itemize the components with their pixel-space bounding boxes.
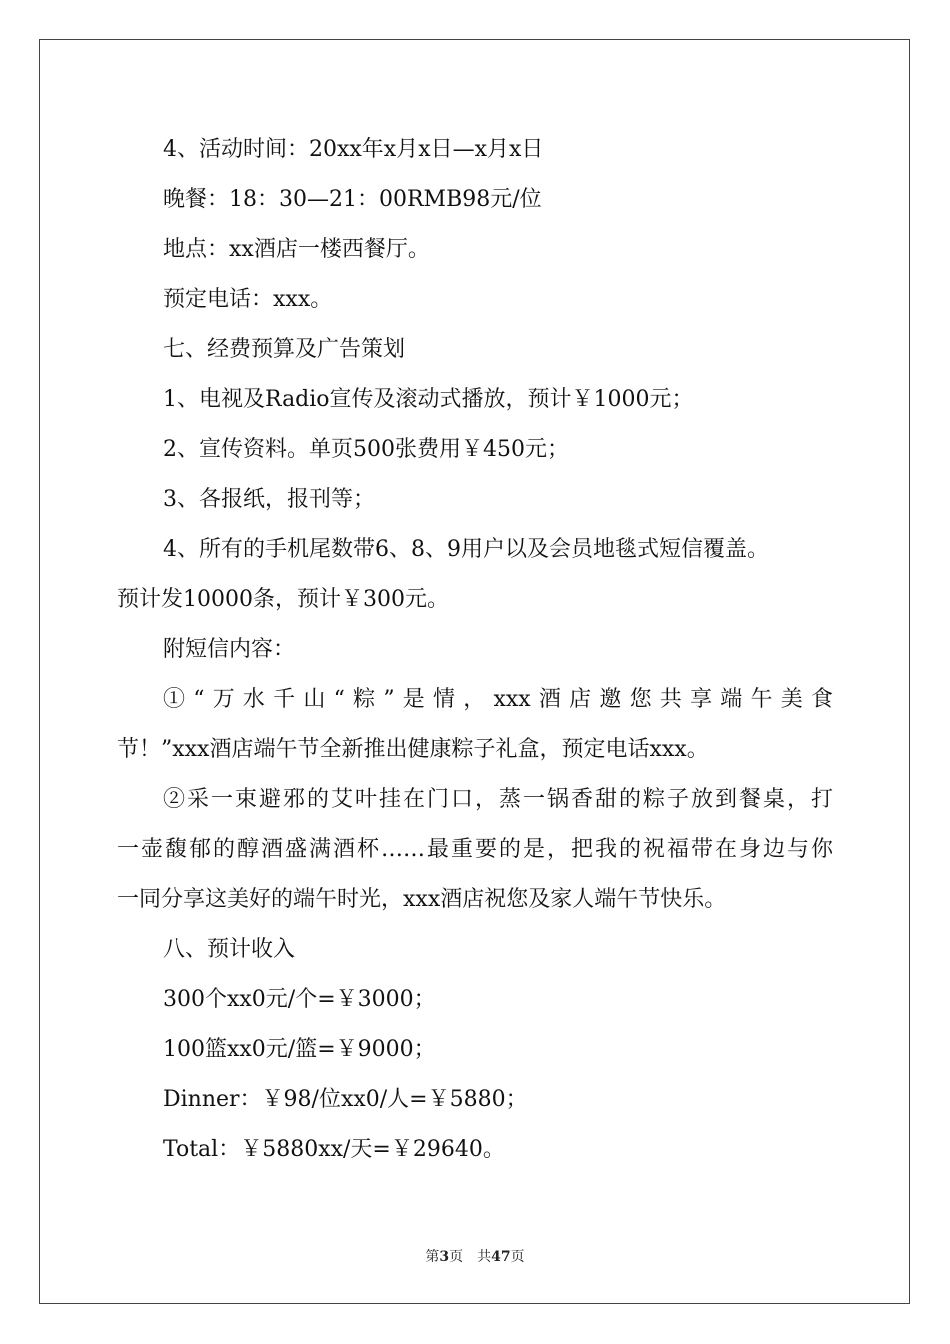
budget-item-4-continued: 预计发10000条，预计￥300元。 [117,587,449,612]
section-heading-budget: 七、经费预算及广告策划 [163,337,406,362]
income-total: Total：￥5880xx/天=￥29640。 [163,1137,505,1162]
section-heading-income: 八、预计收入 [163,937,296,962]
sms-content-label: 附短信内容： [163,637,296,662]
sms-message-1-continued: 节！”xxx酒店端午节全新推出健康粽子礼盒，预定电话xxx。 [117,737,709,762]
footer-mid: 页 共 [449,1249,492,1265]
dinner-line: 晚餐：18：30—21：00RMB98元/位 [163,187,542,212]
location-line: 地点：xx酒店一楼西餐厅。 [163,237,430,262]
footer-suffix: 页 [510,1249,525,1265]
income-item-2: 100篮xx0元/篮=￥9000； [163,1037,436,1062]
footer-prefix: 第 [425,1249,440,1265]
sms-message-2: ②采一束避邪的艾叶挂在门口，蒸一锅香甜的粽子放到餐桌，打 [163,787,833,812]
footer-page-number: 3 [439,1249,450,1265]
page-footer [0,1247,950,1267]
budget-item-1: 1、电视及Radio宣传及滚动式播放，预计￥1000元； [163,387,694,412]
activity-time-line: 4、活动时间：20xx年x月x日—x月x日 [163,137,544,162]
sms-message-1: ①“万水千山“粽”是情，xxx酒店邀您共享端午美食 [163,687,833,712]
booking-phone-line: 预定电话：xxx。 [163,287,333,312]
budget-item-2: 2、宣传资料。单页500张费用￥450元； [163,437,569,462]
footer-total-pages: 47 [491,1249,511,1265]
income-item-1: 300个xx0元/个=￥3000； [163,987,436,1012]
budget-item-3: 3、各报纸，报刊等； [163,487,375,512]
sms-message-2-line-3: 一同分享这美好的端午时光，xxx酒店祝您及家人端午节快乐。 [117,887,727,912]
income-item-dinner: Dinner：￥98/位xx0/人=￥5880； [163,1087,528,1112]
budget-item-4: 4、所有的手机尾数带6、8、9用户以及会员地毯式短信覆盖。 [163,537,769,562]
sms-message-2-line-2: 一壶馥郁的醇酒盛满酒杯……最重要的是，把我的祝福带在身边与你 [117,837,833,862]
